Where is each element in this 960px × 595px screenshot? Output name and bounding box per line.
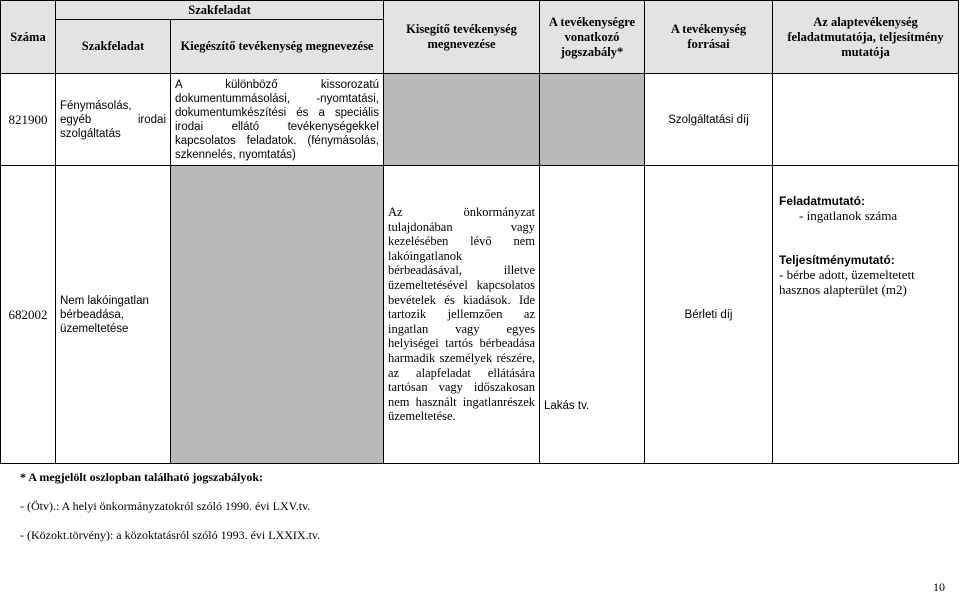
row-szakfeladat: Fénymásolás, egyéb irodai szolgáltatás	[56, 74, 171, 166]
row-mutato	[773, 166, 959, 464]
header-szama: Száma	[1, 1, 56, 74]
feladatmutato-title: Feladatmutató:	[779, 194, 866, 208]
header-szakfeladat-group: Szakfeladat	[56, 1, 384, 20]
feladatmutato-line: - ingatlanok száma	[799, 208, 898, 223]
notes-title: * A megjelölt oszlopban található jogszabályok:	[20, 470, 264, 484]
row-jogszabaly-empty	[540, 74, 645, 166]
header-mutato: Az alaptevékenység feladatmutatója, teljesítmény mutatója	[773, 1, 959, 74]
row-code: 821900	[1, 74, 56, 166]
note-line: - (Ötv).: A helyi önkormányzatokról szóló 1990. évi LXV.tv.	[20, 499, 311, 513]
header-kiegeszito: Kiegészítő tevékenység megnevezése	[171, 20, 384, 74]
row-kisegito-empty	[384, 74, 540, 166]
legal-notes	[20, 470, 940, 557]
header-forrasai: A tevékenység forrásai	[645, 1, 773, 74]
row-mutato-empty	[773, 74, 959, 166]
header-kisegito: Kisegítő tevékenység megnevezése	[384, 1, 540, 74]
row-kiegeszito-empty	[171, 166, 384, 464]
row-jogszabaly: Lakás tv.	[540, 166, 645, 464]
header-jogszabaly: A tevékenységre vonatkozó jogszabály*	[540, 1, 645, 74]
note-line: - (Közokt.törvény): a közoktatásról szóló 1993. évi LXXIX.tv.	[20, 528, 321, 542]
table-row	[1, 166, 959, 464]
row-forrasai: Szolgáltatási díj	[645, 74, 773, 166]
row-kisegito: Az önkormányzat tulajdonában vagy kezelésében lévő nem lakóingatlanok bérbeadásával, illetve üzemeltetésével kapcsolatos bevételek és kiadások. Ide tartozik jellemzően az ingatlan vagy egyes helyiségei tartós bérbeadása harmadik személyek részére, az alapfeladat ellátására tartósan vagy időszakosan nem használt ingatlanrészek üzemeltetése.	[384, 166, 540, 464]
row-kiegeszito: A különböző kissorozatú dokumentummásolási, -nyomtatási, dokumentumkészítési és a speciális irodai ellátó tevékenységekkel kapcsolatos feladatok. (fénymásolás, szkennelés, nyomtatás)	[171, 74, 384, 166]
row-szakfeladat: Nem lakóingatlan bérbeadása, üzemeltetése	[56, 166, 171, 464]
table-row	[1, 74, 959, 166]
teljesitmenymutato-line: - bérbe adott, üzemeltetett hasznos alapterület (m2)	[779, 267, 915, 297]
row-forrasai: Bérleti díj	[645, 166, 773, 464]
header-szakfeladat: Szakfeladat	[56, 20, 171, 74]
page-number: 10	[933, 580, 945, 594]
row-code: 682002	[1, 166, 56, 464]
teljesitmenymutato-title: Teljesítménymutató:	[779, 253, 895, 267]
